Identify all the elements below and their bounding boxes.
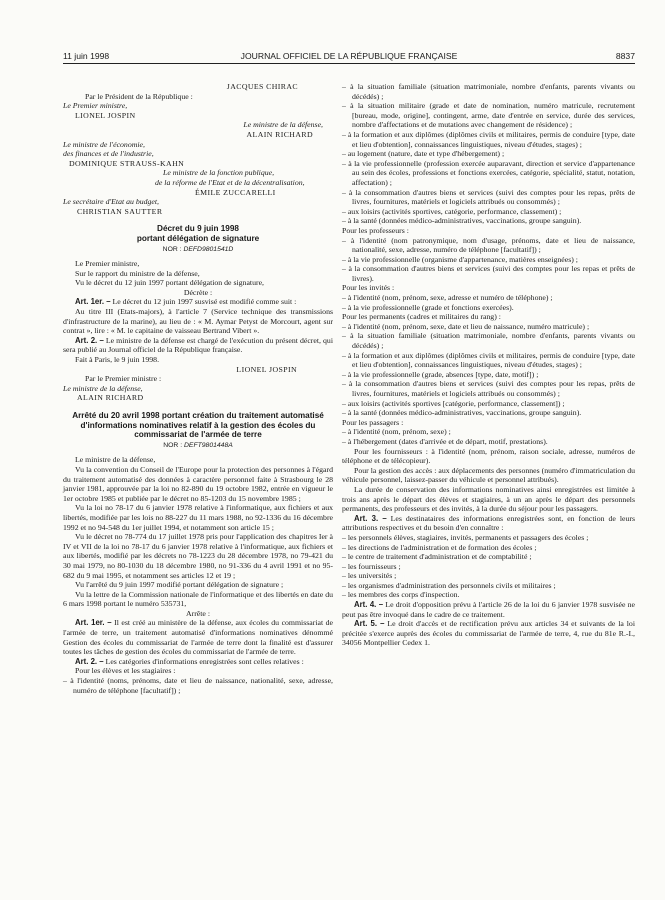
signature-line: ALAIN RICHARD	[246, 129, 313, 139]
category-line: – à la vie professionnelle (organisme d'appartenance, matières enseignées) ;	[342, 254, 578, 264]
category-line: – à la vie professionnelle (profession exercée auparavant, direction et service d'appartenance au sein des écoles, professions et fonctions exercées, catégorie, spécialité, statut, notation, affectation) ;	[342, 158, 635, 187]
arrete-paragraph: Vu l'arrêté du 9 juin 1997 modifié portant délégation de signature ;	[75, 580, 284, 590]
signature-line: LIONEL JOSPIN	[75, 110, 136, 120]
category-line: – à la santé (données médico-administratives, vaccinations, groupe sanguin).	[342, 216, 582, 226]
recipient-item: – les membres des corps d'inspection.	[342, 590, 460, 600]
right-column	[342, 82, 635, 648]
category-line: La durée de conservation des informations nominatives ainsi enregistrées est limitée à trois ans après le départ des élèves et stagiaires, à un an après le départ des personnels permanents, des professeurs et des invités, à la durée du séjour pour les passagers.	[342, 484, 635, 514]
category-line: – à la santé (données médico-administratives, vaccinations, groupe sanguin).	[342, 408, 582, 418]
arrete-paragraph: Vu la lettre de la Commission nationale de l'informatique et des libertés en date du 6 mars 1998 portant le numéro 535731,	[63, 589, 333, 609]
arrete-paragraph: Le ministre de la défense,	[75, 455, 156, 465]
category-line: – à la consommation d'autres biens et services (suivi des comptes pour les repas, prêts de livres, fournitures, matériels et logiciels attribués ou consommés) ;	[342, 187, 635, 207]
category-line: – à l'identité (nom patronymique, nom d'usage, prénoms, date et lieu de naissance, nationalité, sexe, adresse, numéro de téléphone [facultatif]) ;	[342, 235, 635, 255]
arrete-preamble	[63, 455, 333, 609]
arrete-article-4: Art. 4. – Le droit d'opposition prévu à l'article 26 de la loi du 6 janvier 1978 susvisée ne peut pas être invoqué dans le cadre de ce traitement.	[342, 600, 636, 619]
decree-article-1-text: Au titre III (Etats-majors), à l'article 7 (Service technique des transmissions d'infrastructure de la marine), au lieu de : « M. Aymar Petyst de Morcourt, agent sur contrat », lire : « M. le capitaine de vaisseau Bertrand Vibert ».	[63, 307, 333, 336]
signature-block	[63, 82, 333, 216]
category-line: Pour la gestion des accès : aux déplacements des personnes (numéro d'immatriculation du véhicule personnel, laissez-passer du véhicule et personnel attribués).	[342, 465, 635, 485]
recipient-item: – les directions de l'administration et de formation des écoles ;	[342, 542, 537, 552]
category-line: – à la vie professionnelle (grade et fonctions exercées).	[342, 302, 514, 312]
category-line: – aux loisirs (activités sportives, catégorie, performance, classement) ;	[342, 206, 562, 216]
category-line: – à la situation familiale (situation matrimoniale, nombre d'enfants, parents vivants ou décédés) ;	[342, 331, 635, 351]
arrete-paragraph: Vu la loi no 78-17 du 6 janvier 1978 relative à l'informatique, aux fichiers et aux libertés, modifiée par les lois no 88-227 du 11 mars 1988, no 92-1336 du 16 décembre 1992 et no 94-548 du 1er juillet 1994, et notamment son article 15 ;	[63, 503, 333, 532]
categories-list	[342, 82, 635, 514]
decree-title: Décret du 9 juin 1998 portant délégation de signature	[136, 224, 260, 243]
page-number: 8837	[615, 51, 635, 61]
eleves-heading: Pour les élèves et les stagiaires :	[75, 666, 176, 676]
signature-line: Le ministre de l'économie,	[63, 139, 145, 149]
recipient-item: – les fournisseurs ;	[342, 561, 401, 571]
decree-paragraph: Vu le décret du 12 juin 1997 portant délégation de signature,	[75, 278, 264, 288]
signature-line: ALAIN RICHARD	[77, 393, 144, 403]
signature-line: Le secrétaire d'Etat au budget,	[63, 197, 160, 207]
signature-line: de la réforme de l'Etat et de la décentralisation,	[155, 177, 305, 187]
recipient-item: – le centre de traitement d'administration et de comptabilité ;	[342, 552, 532, 562]
page-header	[63, 49, 635, 64]
category-line: – à l'hébergement (dates d'arrivée et de départ, motif, prestations).	[342, 436, 548, 446]
decree-nor: NOR : DEFD9801541D	[162, 245, 234, 253]
signature-line: Le Premier ministre,	[63, 101, 128, 111]
signature-line: Par le Premier ministre :	[85, 374, 162, 384]
arrete-paragraph: Vu la convention du Conseil de l'Europe pour la protection des personnes à l'égard du traitement automatisé des données à caractère personnel faite à Strasbourg le 28 janvier 1981, approuvée par la loi no 82-890 du 19 octobre 1982, entrée en vigueur le 1er octobre 1985 et publiée par le décret no 85-1203 du 15 novembre 1985 ;	[63, 464, 333, 503]
category-line: – à la situation familiale (situation matrimoniale, nombre d'enfants, parents vivants ou décédés) ;	[342, 82, 635, 101]
recipient-item: – les universités ;	[342, 571, 397, 581]
decree-paragraph: Décrète :	[183, 287, 213, 297]
signature-line: LIONEL JOSPIN	[236, 364, 297, 374]
signature-line: CHRISTIAN SAUTTER	[77, 206, 163, 216]
issue-date: 11 juin 1998	[63, 51, 110, 61]
signature-line: Le ministre de la défense,	[63, 383, 143, 393]
recipient-item: – les personnels élèves, stagiaires, invités, permanents et passagers des écoles ;	[342, 532, 589, 542]
category-line: – à la consommation d'autres biens et services (suivi des comptes pour les repas et prêts de livres).	[342, 264, 635, 283]
signature-line: JACQUES CHIRAC	[226, 82, 298, 91]
category-line: – à l'identité (nom, prénom, sexe, date et lieu de naissance, numéro matricule) ;	[342, 321, 590, 331]
decree-signatures	[63, 365, 333, 403]
category-line: Pour les fournisseurs : à l'identité (nom, prénom, raison sociale, adresse, numéros de téléphone et de télécopieur).	[342, 446, 635, 466]
signature-line: Le ministre de la défense,	[243, 120, 323, 130]
decree-paragraph: Sur le rapport du ministre de la défense,	[75, 268, 200, 278]
arrete-article-2: Art. 2. – Les catégories d'informations enregistrées sont celles relatives :	[75, 656, 304, 666]
category-line: – à la formation et aux diplômes (diplômes civils et militaires, permis de conduire [type, date et lieu d'obtention], connaissances linguistiques, niveau d'études, stages) ;	[342, 129, 635, 149]
category-line: Pour les permanents (cadres et militaires du rang) :	[342, 312, 501, 322]
category-line: – aux loisirs (activités sportives [catégorie, performance, classement]) ;	[342, 398, 565, 408]
category-line: – au logement (nature, date et type d'hébergement) ;	[342, 149, 505, 159]
category-line: – à l'identité (nom, prénom, sexe, adresse et numéro de téléphone) ;	[342, 293, 553, 303]
category-line: – à l'identité (nom, prénom, sexe) ;	[342, 427, 451, 437]
decree-article-1: Art. 1er. – Le décret du 12 juin 1997 susvisé est modifié comme suit :	[75, 297, 297, 307]
category-line: – à la vie professionnelle (grade, absences [type, date, motif]) ;	[342, 369, 539, 379]
journal-title: JOURNAL OFFICIEL DE LA RÉPUBLIQUE FRANÇAISE	[240, 51, 458, 61]
arrete-paragraph: Vu le décret no 78-774 du 17 juillet 1978 pris pour l'application des chapitres Ier à IV et VII de la loi no 78-17 du 6 janvier 1978 relative à l'informatique, aux fichiers et aux libertés, modifié par les décrets no 78-1223 du 28 décembre 1978, no 79-421 du 30 mai 1979, no 80-1030 du 18 décembre 1980, no 91-336 du 4 avril 1991 et no 95-682 du 9 mai 1995, et notamment ses articles 12 et 19 ;	[63, 532, 333, 580]
category-line: – à la consommation d'autres biens et services (suivi des comptes pour les repas, prêts de livres, fournitures, matériels et logiciels attribués ou consommés) ;	[342, 379, 635, 398]
arrete-title: Arrêté du 20 avril 1998 portant création du traitement automatisé d'informations nominatives relatif à la gestion des écoles du commissariat de l'armée de terre	[72, 411, 324, 440]
category-line: – à la formation et aux diplômes (diplômes civils et militaires, permis de conduire [type, date et lieu d'obtention], connaissances linguistiques, niveau d'études, stages) ;	[342, 350, 635, 370]
decree-preamble	[63, 259, 333, 297]
signature-line: DOMINIQUE STRAUSS-KAHN	[69, 158, 185, 168]
category-line: – à la situation militaire (grade et date de nomination, numéro matricule, recrutement [bureau, mode, origine], contingent, arme, date d'entrée en service, durée des services, nombre d'affectations et de mutations avec changement de résidence) ;	[342, 101, 635, 130]
signature-line: Par le Président de la République :	[85, 91, 193, 101]
left-column	[63, 82, 333, 695]
eleves-identite: – à l'identité (noms, prénoms, date et lieu de naissance, nationalité, sexe, adresse, numéro de téléphone [facultatif]) ;	[63, 676, 333, 695]
decree-article-2: Art. 2. – Le ministre de la défense est chargé de l'exécution du présent décret, qui sera publié au Journal officiel de la République française.	[63, 335, 333, 355]
recipients-list	[342, 533, 635, 600]
arrete-nor: NOR : DEFT9801448A	[163, 441, 233, 449]
category-line: Pour les invités :	[342, 283, 395, 293]
signature-line: des finances et de l'industrie,	[63, 149, 154, 159]
arrete-article-1: Art. 1er. – Il est créé au ministère de la défense, aux écoles du commissariat de l'armée de terre, un traitement automatisé d'informations nominatives dénommé Gestion des écoles du commissariat de l'armée de terre dont la finalité est d'assurer toutes les tâches de gestion des écoles du commissariat de l'armée de terre.	[63, 618, 333, 657]
signature-line: Le ministre de la fonction publique,	[163, 168, 275, 178]
decree-fait: Fait à Paris, le 9 juin 1998.	[75, 355, 160, 365]
arrete-article-5: Art. 5. – Le droit d'accès et de rectification prévu aux articles 34 et suivants de la loi précitée s'exerce auprès des écoles du commissariat de l'armée de terre, 4, rue du 81e R.-I., 34056 Montpellier Cedex 1.	[342, 619, 635, 648]
signature-line: ÉMILE ZUCCARELLI	[195, 187, 276, 197]
recipient-item: – les organismes d'administration des personnels civils et militaires ;	[342, 580, 556, 590]
arrete-word: Arrête :	[185, 608, 211, 618]
category-line: Pour les passagers :	[342, 417, 404, 427]
category-line: Pour les professeurs :	[342, 225, 409, 235]
arrete-article-3: Art. 3. – Les destinataires des informations enregistrées sont, en fonction de leurs attributions respectives et du besoin d'en connaître :	[342, 513, 635, 533]
decree-paragraph: Le Premier ministre,	[75, 259, 140, 269]
